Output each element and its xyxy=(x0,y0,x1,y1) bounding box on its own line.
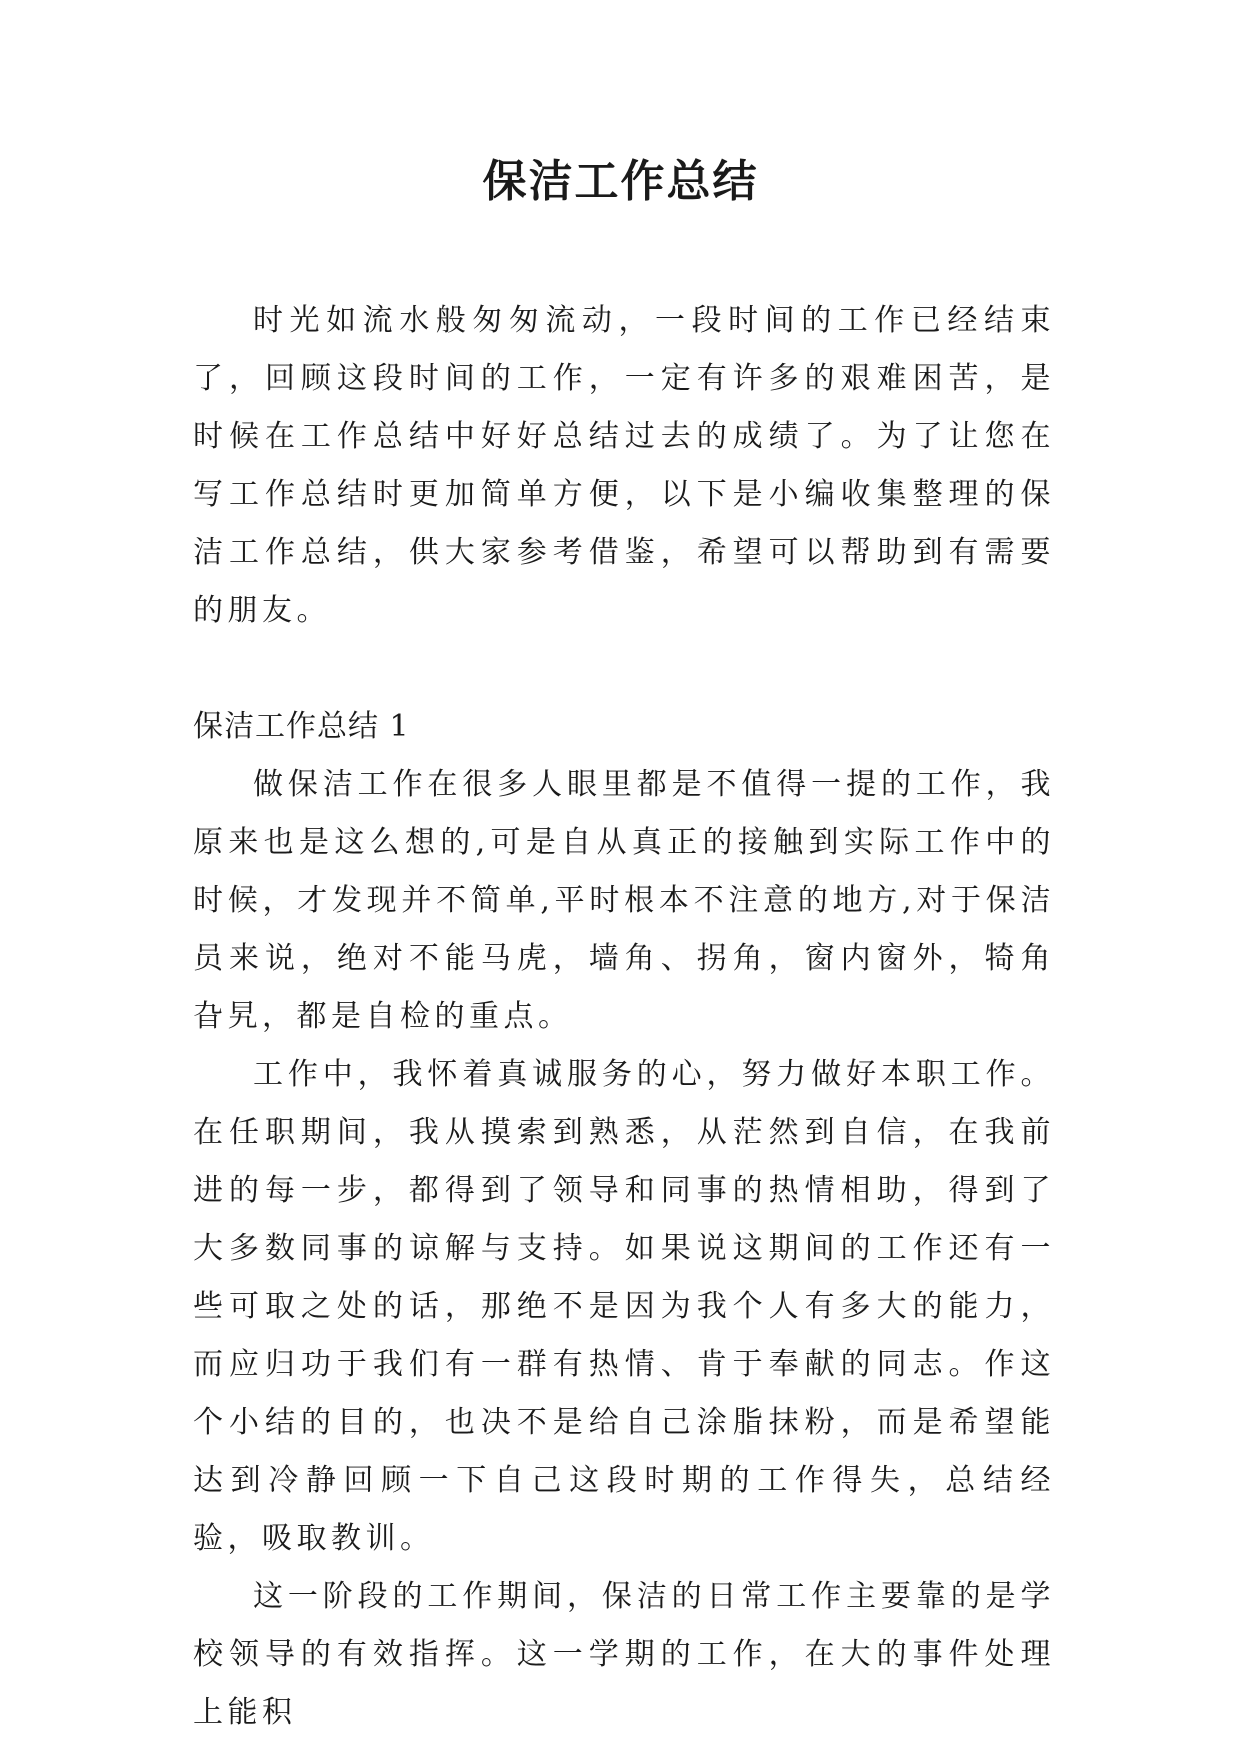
section-heading: 保洁工作总结 1 xyxy=(193,709,410,744)
document-body xyxy=(193,292,1055,1742)
body-paragraph-2: 工作中，我怀着真诚服务的心，努力做好本职工作。在任职期间，我从摸索到熟悉，从茫然到自信，在我前进的每一步，都得到了领导和同事的热情相助，得到了大多数同事的谅解与支持。如果说这期间的工作还有一些可取之处的话，那绝不是因为我个人有多大的能力，而应归功于我们有一群有热情、肯于奉献的同志。作这个小结的目的，也决不是给自己涂脂抹粉，而是希望能达到冷静回顾一下自己这段时期的工作得失，总结经验，吸取教训。 xyxy=(193,1057,1055,1556)
document-title: 保洁工作总结 xyxy=(482,156,759,207)
body-paragraph-1: 做保洁工作在很多人眼里都是不值得一提的工作，我原来也是这么想的,可是自从真正的接触到实际工作中的时候，才发现并不简单,平时根本不注意的地方,对于保洁员来说，绝对不能马虎，墙角、拐角，窗内窗外，犄角旮旯，都是自检的重点。 xyxy=(193,767,1055,1034)
intro-paragraph: 时光如流水般匆匆流动，一段时间的工作已经结束了，回顾这段时间的工作，一定有许多的艰难困苦，是时候在工作总结中好好总结过去的成绩了。为了让您在写工作总结时更加简单方便，以下是小编收集整理的保洁工作总结，供大家参考借鉴，希望可以帮助到有需要的朋友。 xyxy=(193,303,1055,628)
body-paragraph-3: 这一阶段的工作期间，保洁的日常工作主要靠的是学校领导的有效指挥。这一学期的工作，在大的事件处理上能积 xyxy=(193,1579,1055,1730)
